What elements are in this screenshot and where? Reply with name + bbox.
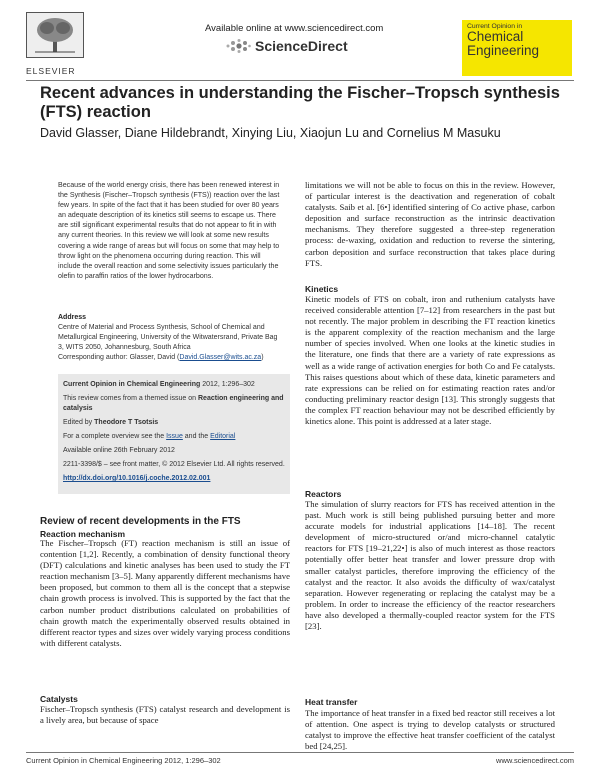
kinetics-heading: Kinetics [305, 284, 339, 294]
footer-divider [26, 752, 574, 753]
footer-url[interactable]: www.sciencedirect.com [496, 756, 574, 765]
issue-link[interactable]: Issue [166, 433, 183, 440]
heat-transfer-text: The importance of heat transfer in a fixed bed reactor still receives a lot of attention. One aspect is trying to develop catalysts or structured catalyst to improve the effective heat transfer coefficient of the catalyst bed [24,25]. [305, 708, 555, 752]
kinetics-text: Kinetic models of FTS on cobalt, iron and ruthenium catalysts have received considerable attention [7–12] from researchers in the past but not recently. The major problem in describing the FT reaction kinetics is the apparent complexity of the reaction mechanism and the large number of species involved. When one looks at the kinetic studies in the literature, one finds that there are a variety of rate expressions as well as a wide range of activation energies for both Co and Fe catalysts. This raises questions about which of these data, kinetic parameters and rate expressions can be relied on for estimating reaction rates and/or conducting preliminary reactor design [13]. This strongly suggests that the complex FT reaction behaviour may not be described efficiently by kinetics alone. This point is addressed at a later stage. [305, 294, 555, 427]
catalysts-continued-text: limitations we will not be able to focus on this in the review. However, of particular interest is the deactivation and regeneration of cobalt catalysts. Saib et al. [6•] identified sintering of Co active phase, carbon deposition and surface reconstruction as the intrinsic deactivation mechanisms. They therefore suggested a three-step regeneration process: de-waxing, oxidation and reduction to reverse the sintering, carbon deposition and surface reconstruction that takes place during FTS. [305, 180, 555, 268]
overview-line [63, 432, 285, 442]
editorial-link[interactable]: Editorial [210, 433, 236, 440]
reactors-heading: Reactors [305, 489, 342, 499]
corresponding-prefix: Corresponding author: Glasser, David ( [58, 354, 180, 361]
sciencedirect-brand: ScienceDirect [255, 38, 348, 54]
overview-middle: and the [182, 433, 211, 440]
citation-line [63, 380, 285, 390]
journal-banner-small: Current Opinion in [467, 23, 523, 30]
corresponding-email-link[interactable]: David.Glasser@wits.ac.za [179, 354, 262, 361]
themed-issue-name: Reaction engineering and catalysis [63, 395, 284, 412]
available-online: Available online at www.sciencedirect.com [205, 23, 384, 34]
available-online-date: Available online 26th February 2012 [63, 447, 175, 454]
themed-issue-prefix: This review comes from a themed issue on [63, 395, 198, 402]
catalysts-text: Fischer–Tropsch synthesis (FTS) catalyst research and development is a lively area, but because of space [40, 704, 290, 726]
address-heading: Address [58, 314, 87, 321]
citation: 2012, 1:296–302 [200, 381, 255, 388]
article-title: Recent advances in understanding the Fischer–Tropsch synthesis (FTS) reaction [40, 84, 560, 121]
mechanism-heading: Reaction mechanism [40, 529, 126, 539]
doi-link[interactable]: http://dx.doi.org/10.1016/j.coche.2012.02.001 [63, 475, 211, 482]
sciencedirect-logo[interactable] [225, 35, 348, 57]
header-divider [26, 80, 574, 81]
reactors-text: The simulation of slurry reactors for FTS has received attention in the past. Much work is still being published pursuing better and more accurate models for industrial applications [14–18]. The recent development of micro-structured or/and micro-channel catalytic reactors for FTS [19–21,22•] is also of much interest as those reactors potentially offer better heat transfer and lower pressure drop with smaller catalyst particles, therefore improving the efficiency of the catalyst and the reactor. It also avoids the difficulty of wax/catalyst separation. However regenerating or replacing the catalyst may be a problem. In order to increase the efficiency of the reactor researchers have also developed a thermally-coupled reactor system for the FTS [23]. [305, 499, 555, 632]
editor-name: Theodore T Tsotsis [94, 419, 159, 426]
journal-banner-title: Chemical Engineering [467, 29, 540, 58]
sciencedirect-dots-icon [225, 38, 251, 54]
themed-issue-line [63, 394, 285, 414]
journal-name: Current Opinion in Chemical Engineering [63, 381, 201, 388]
copyright-line: 2211-3398/$ – see front matter, © 2012 Elsevier Ltd. All rights reserved. [63, 461, 285, 468]
abstract: Because of the world energy crisis, there has been renewed interest in the Synthesis (Fischer–Tropsch synthesis (FTS)) reaction over the last few years. In spite of the fact that it has been studied for over 80 years an adequate description of its kinetics still seems to escape us. There are still significant experimental results that do not appear to fit in with any current theories. In this review we will look at some new results covering a wide range of areas but will focus on some that may help to throw light on the phenomena occurring during reaction. This will include the overall reaction and some selectivity issues particularly the olefin to paraffin ratios of the lower hydrocarbons. [58, 181, 280, 280]
edited-by-prefix: Edited by [63, 419, 95, 426]
publisher-name: ELSEVIER [26, 66, 76, 76]
address-text: Centre of Material and Process Synthesis, School of Chemical and Metallurgical Engineering, University of the Witwatersrand, Private Bag 3, WITS 2050, Johannesburg, South Africa [58, 324, 278, 351]
article-info-box [58, 374, 290, 494]
edited-by-line [63, 418, 285, 428]
corresponding-author [58, 354, 282, 361]
tree-icon [26, 12, 84, 58]
footer-citation: Current Opinion in Chemical Engineering 2012, 1:296–302 [26, 756, 221, 765]
journal-banner [462, 20, 572, 76]
corresponding-suffix: ) [261, 354, 264, 361]
catalysts-heading: Catalysts [40, 694, 78, 704]
overview-prefix: For a complete overview see the [63, 433, 167, 440]
review-heading: Review of recent developments in the FTS [40, 516, 241, 527]
heat-transfer-heading: Heat transfer [305, 697, 358, 707]
mechanism-text: The Fischer–Tropsch (FT) reaction mechanism is still an issue of contention [1,2]. Recently, a combination of density functional theory (DFT) calculations and kinetic analyses has been used to study the FT reaction mechanism [3–5]. Many apparently different mechanisms have been proposed, but common to them all is the concept that a stepwise chain growth process is involved. This is supported by the fact that the carbon number product distributions calculated on probabilities of chain growth match the experimentally observed results obtained in different reactor types and sizes over widely varying process conditions with different catalysts. [40, 538, 290, 648]
article-authors: David Glasser, Diane Hildebrandt, Xinying Liu, Xiaojun Lu and Cornelius M Masuku [40, 126, 501, 140]
